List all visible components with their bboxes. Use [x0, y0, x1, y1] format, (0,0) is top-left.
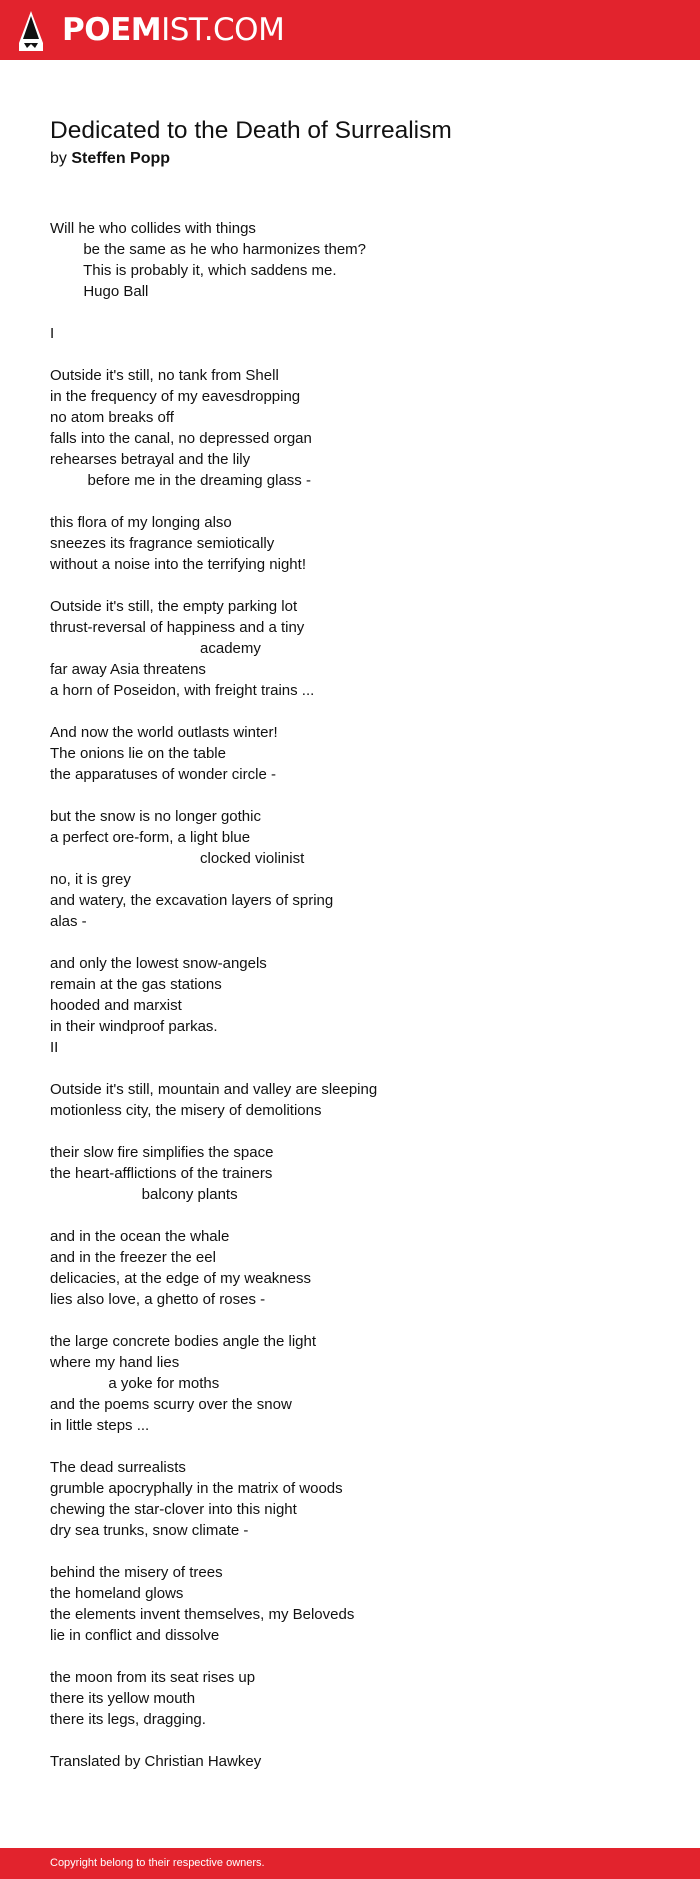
poem-body: Will he who collides with things be the same as he who harmonizes them? This is probably it, which saddens me. Hugo Ball I Outside it's still, no tank from Shell in the frequency of my eavesdropping no atom breaks off falls into the canal, no depressed organ rehearses betrayal and the lily before me in the dreaming glass - this flora of my longing also sneezes its fragrance semiotically without a noise into the terrifying night! Outside it's still, the empty parking lot thrust-reversal of happiness and a tiny academy far away Asia threatens a horn of Poseidon, with freight trains ... And now the world outlasts winter! The onions lie on the table the apparatuses of wonder circle - but the snow is no longer gothic a perfect ore-form, a light blue clocked violinist no, it is grey and watery, the excavation layers of spring alas - and only the lowest snow-angels remain at the gas stations hooded and marxist in their windproof parkas. II Outside it's still, mountain and valley are sleeping motionless city, the misery of demolitions their slow fire simplifies the space the heart-afflictions of the trainers balcony plants and in the ocean the whale and in the freezer the eel delicacies, at the edge of my weakness lies also love, a ghetto of roses - the large concrete bodies angle the light where my hand lies a yoke for moths and the poems scurry over the snow in little steps ... The dead surrealists grumble apocryphally in the matrix of woods chewing the star-clover into this night dry sea trunks, snow climate - behind the misery of trees the homeland glows the elements invent themselves, my Beloveds lie in conflict and dissolve the moon from its seat rises up there its yellow mouth there its legs, dragging. Translated by Christian Hawkey — [50, 220, 378, 1770]
brand-bold: POEM — [62, 12, 162, 48]
author-name: Steffen Popp — [71, 150, 171, 167]
poem-title: Dedicated to the Death of Surrealism — [50, 117, 452, 144]
by-label: by — [50, 150, 67, 167]
pen-nib-icon[interactable] — [18, 10, 44, 52]
site-footer — [0, 1848, 700, 1879]
byline — [50, 148, 170, 170]
site-header — [0, 0, 700, 60]
site-logo-text[interactable] — [62, 10, 284, 50]
copyright-text: Copyright belong to their respective owners. — [50, 1857, 265, 1869]
brand-light: IST.COM — [161, 12, 285, 48]
